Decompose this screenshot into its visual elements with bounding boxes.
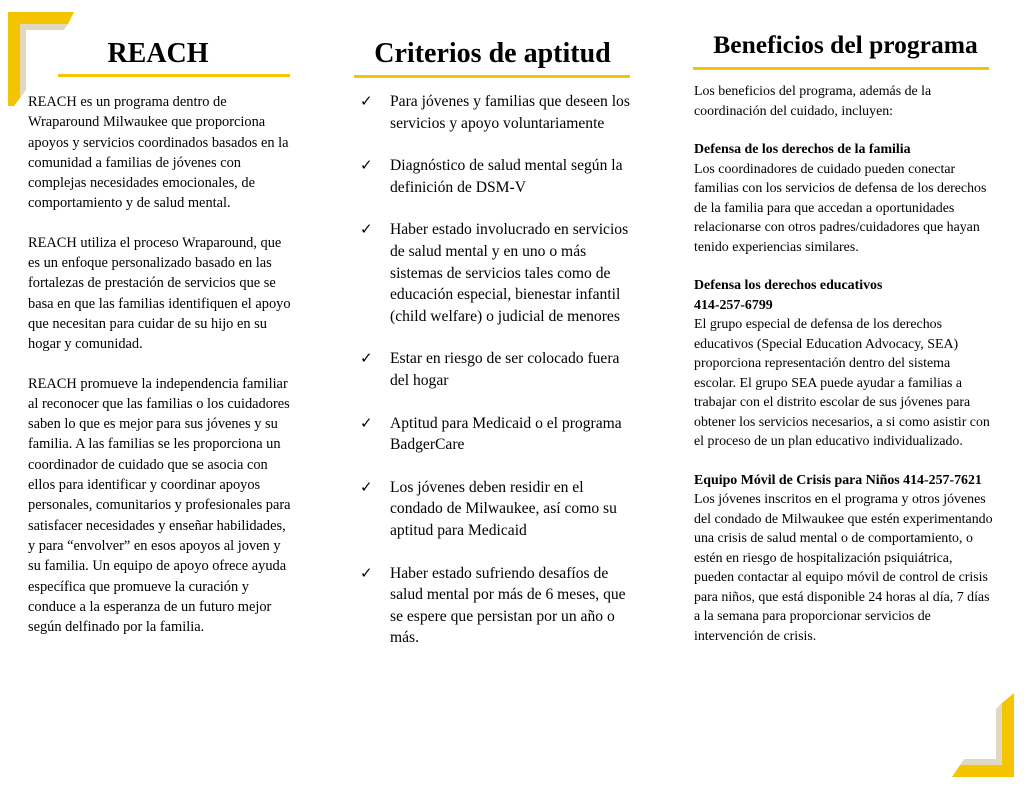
reach-paragraph: REACH promueve la independencia familiar al reconocer que las familias o los cuidadores saben lo que es mejor para sus jóvenes y su familia. A las familias se les proporciona un coordinador de cuidado que se asocia con ellos para identificar y coordinar apoyos personales, comunitarios y profesionales para satisfacer necesidades y enseñar habilidades, y para “envolver” en esos apoyos al joven y su familia. Un equipo de apoyo ofrece ayuda específica que promueve la curación y conduce a la esperanza de un futuro mejor según delfinado por la familia.: [28, 375, 291, 636]
reach-title: REACH: [107, 38, 209, 69]
beneficios-title-underline: [693, 67, 989, 70]
checkmark-icon: ✓: [360, 156, 373, 175]
checkmark-icon: ✓: [360, 220, 373, 239]
beneficio-title: Defensa de los derechos de la familia: [694, 142, 911, 157]
criterio-item: [360, 155, 630, 198]
criterio-text: Haber estado involucrado en servicios de salud mental y en uno o más sistemas de servicios tales como de educación especial, bienestar infantil (child welfare) o judicial de menores: [390, 221, 629, 325]
criterio-item: [360, 219, 630, 327]
criterio-item: [360, 563, 630, 649]
beneficio-title: Equipo Móvil de Crisis para Niños 414-257-7621: [694, 472, 982, 488]
criterio-item: [360, 91, 630, 134]
beneficio-phone: 414-257-6799: [694, 297, 773, 313]
criterio-text: Estar en riesgo de ser colocado fuera del hogar: [390, 350, 620, 389]
beneficio-section: [694, 140, 994, 257]
beneficio-title: Defensa los derechos educativos: [694, 278, 883, 293]
reach-paragraph: REACH utiliza el proceso Wraparound, que es un enfoque personalizado basado en las fortalezas de prestación de servicios que se basa en que las familias identifiquen el apoyo que necesitan para cuidar de su hijo en su hogar y comunidad.: [28, 234, 291, 353]
checkmark-icon: ✓: [360, 349, 373, 368]
checkmark-icon: ✓: [360, 413, 373, 432]
criterio-text: Aptitud para Medicaid o el programa BadgerCare: [390, 414, 622, 454]
criterios-list: [360, 91, 630, 670]
beneficios-body: [694, 82, 994, 665]
criterio-item: [360, 413, 630, 456]
beneficio-section: [694, 471, 994, 647]
beneficios-title: Beneficios del programa: [713, 30, 978, 59]
corner-bracket-bottom-right: [948, 693, 1018, 783]
criterio-item: [360, 477, 630, 542]
reach-paragraph: REACH es un programa dentro de Wraparound Milwaukee que proporciona apoyos y servicios coordinados basados en la comunidad a familias de jóvenes con complejas necesidades emocionales, de comportamiento y de salud mental.: [28, 94, 289, 212]
criterios-title-underline: [354, 75, 630, 78]
beneficio-section: [694, 276, 994, 452]
reach-title-underline: [58, 74, 290, 77]
criterios-title: Criterios de aptitud: [374, 38, 611, 69]
beneficio-text: Los jóvenes inscritos en el programa y otros jóvenes del condado de Milwaukee que estén experimentando una crisis de salud mental o de comportamiento, o estén en riesgo de hospitalización psiquiátrica, pueden contactar al equipo móvil de control de crisis para niños, que está disponible 24 horas al día, 7 días a la semana para proporcionar servicios de intervención de crisis.: [694, 492, 993, 644]
criterio-item: [360, 348, 630, 391]
beneficio-text: El grupo especial de defensa de los derechos educativos (Special Education Advocacy, SEA) proporciona representación dentro del sistema escolar. El grupo SEA puede ayudar a familias a trabajar con el distrito escolar de sus jóvenes para obtener los servicios necesarios, a si como asistir con el proceso de un plan educativo individualizado.: [694, 317, 990, 449]
criterio-text: Haber estado sufriendo desafíos de salud mental por más de 6 meses, que se espere que persistan por un año o más.: [390, 564, 626, 647]
criterio-text: Los jóvenes deben residir en el condado de Milwaukee, así como su aptitud para Medicaid: [390, 478, 617, 539]
checkmark-icon: ✓: [360, 563, 373, 582]
criterio-text: Para jóvenes y familias que deseen los servicios y apoyo voluntariamente: [390, 93, 630, 132]
checkmark-icon: ✓: [360, 92, 373, 110]
beneficio-text: Los coordinadores de cuidado pueden conectar familias con los servicios de defensa de los derechos de la familia para que accedan a oportunidades relacionarse con otros padres/cuidadores que hayan tenido experiencias similares.: [694, 161, 987, 255]
checkmark-icon: ✓: [360, 477, 373, 496]
beneficios-intro: Los beneficios del programa, además de la coordinación del cuidado, incluyen:: [694, 84, 932, 119]
reach-body: [28, 92, 296, 656]
criterio-text: Diagnóstico de salud mental según la definición de DSM-V: [390, 157, 623, 196]
